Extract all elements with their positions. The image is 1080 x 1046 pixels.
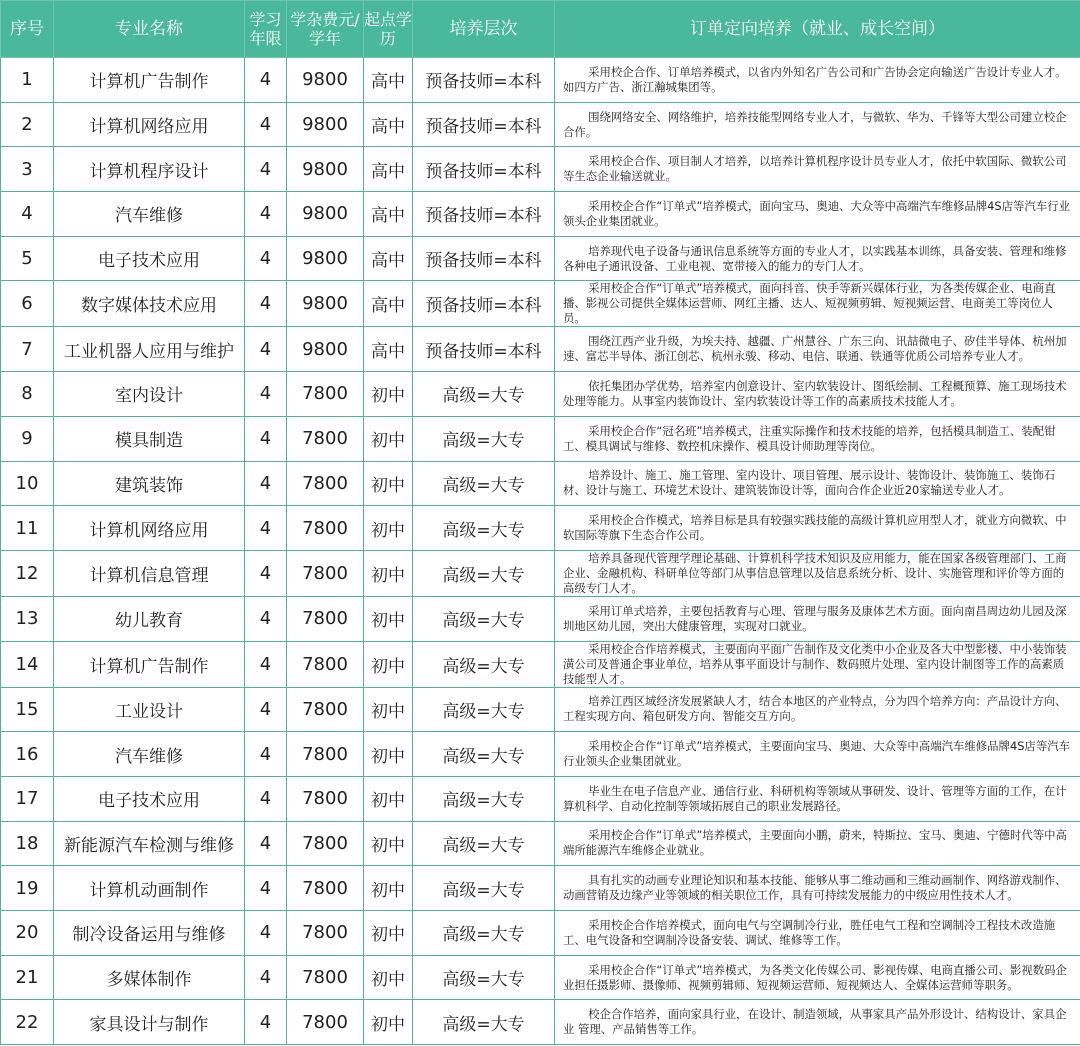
cell-entry: 高中 xyxy=(364,192,413,237)
cell-major: 工业机器人应用与维护 xyxy=(54,327,245,372)
orientation-text: 依托集团办学优势，培养室内创意设计、室内软装设计、图纸绘制、工程概预算、施工现场技术处理等能力。从事室内装饰设计、室内软装设计等工作的高素质技术技能人才。 xyxy=(563,378,1067,408)
table-row xyxy=(1,372,1080,417)
cell-level: 预备技师=本科 xyxy=(413,58,555,103)
cell-index: 5 xyxy=(1,236,54,281)
table-row xyxy=(1,596,1080,641)
table-row xyxy=(1,550,1080,596)
header-level: 培养层次 xyxy=(413,1,555,58)
cell-index: 4 xyxy=(1,192,54,237)
cell-level: 高级=大专 xyxy=(413,732,555,777)
cell-level: 预备技师=本科 xyxy=(413,327,555,372)
table-row xyxy=(1,641,1080,687)
cell-entry: 初中 xyxy=(364,821,413,866)
orientation-text: 校企合作培养，面向家具行业，在设计、制造领域，从事家具产品外形设计、结构设计、家具企业 管理、产品销售等工作。 xyxy=(563,1007,1067,1037)
cell-orientation xyxy=(555,550,1080,596)
cell-level: 高级=大专 xyxy=(413,461,555,506)
cell-entry: 初中 xyxy=(364,506,413,551)
cell-years: 4 xyxy=(245,687,287,732)
cell-level: 高级=大专 xyxy=(413,550,555,596)
cell-major: 多媒体制作 xyxy=(54,955,245,1000)
cell-years: 4 xyxy=(245,732,287,777)
cell-orientation xyxy=(555,102,1080,147)
cell-entry: 初中 xyxy=(364,596,413,641)
cell-orientation xyxy=(555,776,1080,821)
table-row xyxy=(1,58,1080,103)
cell-orientation xyxy=(555,236,1080,281)
cell-years: 4 xyxy=(245,866,287,911)
cell-entry: 初中 xyxy=(364,732,413,777)
cell-orientation xyxy=(555,372,1080,417)
cell-years: 4 xyxy=(245,236,287,281)
cell-entry: 初中 xyxy=(364,866,413,911)
table-row xyxy=(1,461,1080,506)
cell-major: 计算机网络应用 xyxy=(54,102,245,147)
cell-entry: 初中 xyxy=(364,776,413,821)
table-row xyxy=(1,1000,1080,1045)
cell-orientation xyxy=(555,58,1080,103)
cell-fee: 7800 xyxy=(287,776,364,821)
cell-orientation xyxy=(555,866,1080,911)
table-row xyxy=(1,327,1080,372)
cell-orientation xyxy=(555,596,1080,641)
cell-index: 21 xyxy=(1,955,54,1000)
cell-fee: 9800 xyxy=(287,147,364,192)
orientation-text: 毕业生在电子信息产业、通信行业、科研机构等领域从事研发、设计、管理等方面的工作，在计算机科学、自动化控制等领域拓展自己的职业发展路径。 xyxy=(563,783,1067,813)
cell-fee: 7800 xyxy=(287,866,364,911)
orientation-text: 采用校企合作、项目制人才培养，以培养计算机程序设计员专业人才，依托中软国际、微软公司等生态企业输送就业。 xyxy=(563,154,1067,184)
orientation-text: 围绕江西产业升级，为埃夫持、越疆、广州慧谷、广东三向、讯喆微电子、矽佳半导体、杭州加速、富芯半导体、浙江创芯、杭州永骏、移动、电信、联通、铁通等优质公司培养专业人才。 xyxy=(563,334,1067,364)
table-row xyxy=(1,732,1080,777)
cell-major: 计算机广告制作 xyxy=(54,58,245,103)
cell-major: 制冷设备运用与维修 xyxy=(54,911,245,956)
orientation-text: 采用校企合作“订单式”培养模式，面向抖音、快手等新兴媒体行业，为各类传媒企业、电商直播、影视公司提供全媒体运营师、网红主播、达人、短视频剪辑、短视频运营、电商美工等岗位人员。 xyxy=(563,281,1056,326)
cell-level: 高级=大专 xyxy=(413,641,555,687)
cell-fee: 9800 xyxy=(287,58,364,103)
cell-years: 4 xyxy=(245,147,287,192)
cell-years: 4 xyxy=(245,58,287,103)
cell-orientation xyxy=(555,641,1080,687)
table-row xyxy=(1,821,1080,866)
cell-major: 数字媒体技术应用 xyxy=(54,281,245,327)
orientation-text: 培养设计、施工、施工管理、室内设计、项目管理、展示设计、装饰设计、装饰施工、装饰石材、设计与施工、环境艺术设计、建筑装饰设计等，面向合作企业近20家输送专业人才。 xyxy=(563,468,1056,498)
cell-index: 12 xyxy=(1,550,54,596)
cell-index: 8 xyxy=(1,372,54,417)
orientation-text: 采用校企合作“冠名班”培养模式，注重实际操作和技术技能的培养，包括模具制造工、装配钳工、模具调试与维修、数控机床操作、模具设计师助理等岗位。 xyxy=(563,423,1056,453)
cell-index: 15 xyxy=(1,687,54,732)
cell-fee: 7800 xyxy=(287,550,364,596)
cell-level: 高级=大专 xyxy=(413,687,555,732)
cell-orientation xyxy=(555,281,1080,327)
cell-major: 计算机网络应用 xyxy=(54,506,245,551)
cell-index: 3 xyxy=(1,147,54,192)
cell-years: 4 xyxy=(245,281,287,327)
table-row xyxy=(1,416,1080,461)
cell-level: 预备技师=本科 xyxy=(413,102,555,147)
cell-orientation xyxy=(555,687,1080,732)
cell-index: 16 xyxy=(1,732,54,777)
cell-entry: 高中 xyxy=(364,327,413,372)
table-row xyxy=(1,911,1080,956)
cell-level: 预备技师=本科 xyxy=(413,147,555,192)
orientation-text: 采用校企合作“订单式”培养模式，面向宝马、奥迪、大众等中高端汽车维修品牌4S店等汽车行业领头企业集团就业。 xyxy=(563,198,1070,228)
header-fee: 学杂费元/学年 xyxy=(287,1,364,58)
cell-orientation xyxy=(555,147,1080,192)
cell-index: 17 xyxy=(1,776,54,821)
header-entry: 起点学历 xyxy=(364,1,413,58)
cell-entry: 高中 xyxy=(364,102,413,147)
cell-fee: 7800 xyxy=(287,641,364,687)
cell-years: 4 xyxy=(245,192,287,237)
cell-major: 计算机信息管理 xyxy=(54,550,245,596)
cell-major: 新能源汽车检测与维修 xyxy=(54,821,245,866)
cell-major: 电子技术应用 xyxy=(54,776,245,821)
cell-orientation xyxy=(555,911,1080,956)
cell-index: 6 xyxy=(1,281,54,327)
cell-level: 高级=大专 xyxy=(413,911,555,956)
cell-years: 4 xyxy=(245,776,287,821)
cell-entry: 初中 xyxy=(364,550,413,596)
orientation-text: 采用校企合作培养模式，面向电气与空调制冷行业，胜任电气工程和空调制冷工程技术改造施工、电气设备和空调制冷设备安装、调试、维修等工作。 xyxy=(563,917,1056,947)
table-row xyxy=(1,866,1080,911)
header-orientation: 订单定向培养（就业、成长空间） xyxy=(555,1,1080,58)
cell-level: 高级=大专 xyxy=(413,1000,555,1045)
orientation-text: 采用校企合作模式，培养目标是具有较强实践技能的高级计算机应用型人才，就业方向微软、中软国际等旗下生态合作公司。 xyxy=(563,513,1067,543)
cell-major: 建筑装饰 xyxy=(54,461,245,506)
cell-years: 4 xyxy=(245,955,287,1000)
cell-index: 22 xyxy=(1,1000,54,1045)
cell-level: 高级=大专 xyxy=(413,372,555,417)
orientation-text: 采用校企合作“订单式”培养模式，主要面向小鹏，蔚来，特斯拉、宝马、奥迪、宁德时代等中高端所能源汽车维修企业就业。 xyxy=(563,828,1067,858)
cell-years: 4 xyxy=(245,416,287,461)
cell-fee: 7800 xyxy=(287,461,364,506)
cell-years: 4 xyxy=(245,821,287,866)
cell-index: 1 xyxy=(1,58,54,103)
orientation-text: 采用订单式培养，主要包括教育与心理、管理与服务及康体艺术方面。面向南昌周边幼儿园及深圳地区幼儿园，突出大健康管理，实现对口就业。 xyxy=(563,603,1067,633)
cell-level: 高级=大专 xyxy=(413,955,555,1000)
cell-years: 4 xyxy=(245,461,287,506)
table-row xyxy=(1,192,1080,237)
header-major: 专业名称 xyxy=(54,1,245,58)
table-row xyxy=(1,687,1080,732)
cell-fee: 7800 xyxy=(287,732,364,777)
cell-fee: 9800 xyxy=(287,281,364,327)
cell-index: 20 xyxy=(1,911,54,956)
cell-index: 11 xyxy=(1,506,54,551)
cell-entry: 初中 xyxy=(364,416,413,461)
table-row xyxy=(1,147,1080,192)
cell-entry: 高中 xyxy=(364,147,413,192)
cell-index: 14 xyxy=(1,641,54,687)
orientation-text: 采用校企合作“订单式”培养模式，为各类文化传媒公司、影视传媒、电商直播公司、影视数码企业担任摄影师、摄像师、视频剪辑师、短视频运营师、短视频达人、全媒体运营师等职务。 xyxy=(563,962,1067,992)
cell-level: 高级=大专 xyxy=(413,416,555,461)
cell-orientation xyxy=(555,192,1080,237)
cell-years: 4 xyxy=(245,596,287,641)
cell-index: 13 xyxy=(1,596,54,641)
table-row xyxy=(1,776,1080,821)
cell-major: 电子技术应用 xyxy=(54,236,245,281)
cell-entry: 初中 xyxy=(364,911,413,956)
cell-years: 4 xyxy=(245,102,287,147)
cell-orientation xyxy=(555,732,1080,777)
cell-entry: 高中 xyxy=(364,236,413,281)
cell-level: 预备技师=本科 xyxy=(413,281,555,327)
cell-major: 室内设计 xyxy=(54,372,245,417)
cell-orientation xyxy=(555,1000,1080,1045)
cell-major: 幼儿教育 xyxy=(54,596,245,641)
cell-years: 4 xyxy=(245,327,287,372)
cell-years: 4 xyxy=(245,550,287,596)
cell-orientation xyxy=(555,416,1080,461)
cell-level: 高级=大专 xyxy=(413,596,555,641)
table-row xyxy=(1,236,1080,281)
cell-years: 4 xyxy=(245,1000,287,1045)
cell-major: 汽车维修 xyxy=(54,192,245,237)
orientation-text: 采用校企合作、订单培养模式，以省内外知名广告公司和广告协会定向输送广告设计专业人才。如四方广告、浙江瀚城集团等。 xyxy=(563,64,1067,94)
cell-orientation xyxy=(555,821,1080,866)
orientation-text: 培养现代电子设备与通讯信息系统等方面的专业人才，以实践基本训练，具备安装、管理和维修各种电子通讯设备、工业电视、宽带接入的能力的专门人才。 xyxy=(563,243,1067,273)
cell-index: 19 xyxy=(1,866,54,911)
orientation-text: 围绕网络安全、网络维护，培养技能型网络专业人才，与微软、华为、千锋等大型公司建立校企合作。 xyxy=(563,109,1067,139)
cell-years: 4 xyxy=(245,911,287,956)
cell-fee: 9800 xyxy=(287,327,364,372)
cell-level: 高级=大专 xyxy=(413,821,555,866)
header-years: 学习年限 xyxy=(245,1,287,58)
cell-orientation xyxy=(555,327,1080,372)
cell-fee: 7800 xyxy=(287,821,364,866)
cell-entry: 初中 xyxy=(364,955,413,1000)
cell-fee: 9800 xyxy=(287,192,364,237)
orientation-text: 采用校企合作“订单式”培养模式，主要面向宝马、奥迪、大众等中高端汽车维修品牌4S店等汽车行业领头企业集团就业。 xyxy=(563,739,1070,769)
cell-level: 高级=大专 xyxy=(413,866,555,911)
orientation-text: 培养具备现代管理学理论基础、计算机科学技术知识及应用能力，能在国家各级管理部门、工商企业、金融机构、科研单位等部门从事信息管理以及信息系统分析、设计、实施管理和评价等方面的高级专门人才。 xyxy=(563,550,1067,595)
cell-entry: 初中 xyxy=(364,372,413,417)
cell-level: 高级=大专 xyxy=(413,506,555,551)
cell-entry: 初中 xyxy=(364,1000,413,1045)
cell-fee: 7800 xyxy=(287,506,364,551)
cell-years: 4 xyxy=(245,641,287,687)
cell-major: 工业设计 xyxy=(54,687,245,732)
cell-entry: 高中 xyxy=(364,281,413,327)
cell-fee: 7800 xyxy=(287,596,364,641)
cell-entry: 初中 xyxy=(364,641,413,687)
cell-major: 家具设计与制作 xyxy=(54,1000,245,1045)
cell-years: 4 xyxy=(245,506,287,551)
cell-index: 18 xyxy=(1,821,54,866)
cell-level: 预备技师=本科 xyxy=(413,236,555,281)
table-row xyxy=(1,506,1080,551)
cell-major: 计算机广告制作 xyxy=(54,641,245,687)
orientation-text: 采用校企合作培养模式，主要面向平面广告制作及文化类中小企业及各大中型影楼、中小装饰装潢公司及普通企事业单位，培养从事平面设计与制作、数码照片处理、室内设计制图等工作的高素质技能型人才。 xyxy=(563,641,1067,686)
cell-fee: 7800 xyxy=(287,1000,364,1045)
cell-fee: 9800 xyxy=(287,236,364,281)
table-row xyxy=(1,281,1080,327)
table-body xyxy=(1,58,1080,1045)
cell-fee: 7800 xyxy=(287,955,364,1000)
table-row xyxy=(1,102,1080,147)
cell-major: 模具制造 xyxy=(54,416,245,461)
cell-fee: 7800 xyxy=(287,416,364,461)
cell-index: 7 xyxy=(1,327,54,372)
cell-entry: 高中 xyxy=(364,58,413,103)
cell-index: 10 xyxy=(1,461,54,506)
header-row xyxy=(1,1,1080,58)
cell-orientation xyxy=(555,461,1080,506)
cell-years: 4 xyxy=(245,372,287,417)
cell-level: 预备技师=本科 xyxy=(413,192,555,237)
table-row xyxy=(1,955,1080,1000)
cell-fee: 9800 xyxy=(287,102,364,147)
cell-entry: 初中 xyxy=(364,687,413,732)
cell-index: 9 xyxy=(1,416,54,461)
cell-major: 计算机程序设计 xyxy=(54,147,245,192)
cell-fee: 7800 xyxy=(287,911,364,956)
orientation-text: 培养江西区域经济发展紧缺人才，结合本地区的产业特点，分为四个培养方向：产品设计方向、工程实现方向、箱包研发方向、智能交互方向。 xyxy=(563,694,1067,724)
cell-major: 汽车维修 xyxy=(54,732,245,777)
orientation-text: 具有扎实的动画专业理论知识和基本技能、能够从事二维动画和三维动画制作、网络游戏制作、动画营销及边缘产业等领域的相关职位工作，具有可持续发展能力的中级应用性技术人才。 xyxy=(563,873,1067,903)
cell-major: 计算机动画制作 xyxy=(54,866,245,911)
header-index: 序号 xyxy=(1,1,54,58)
cell-fee: 7800 xyxy=(287,687,364,732)
cell-entry: 初中 xyxy=(364,461,413,506)
cell-orientation xyxy=(555,955,1080,1000)
cell-orientation xyxy=(555,506,1080,551)
table-header xyxy=(1,1,1080,58)
cell-index: 2 xyxy=(1,102,54,147)
cell-level: 高级=大专 xyxy=(413,776,555,821)
cell-fee: 7800 xyxy=(287,372,364,417)
